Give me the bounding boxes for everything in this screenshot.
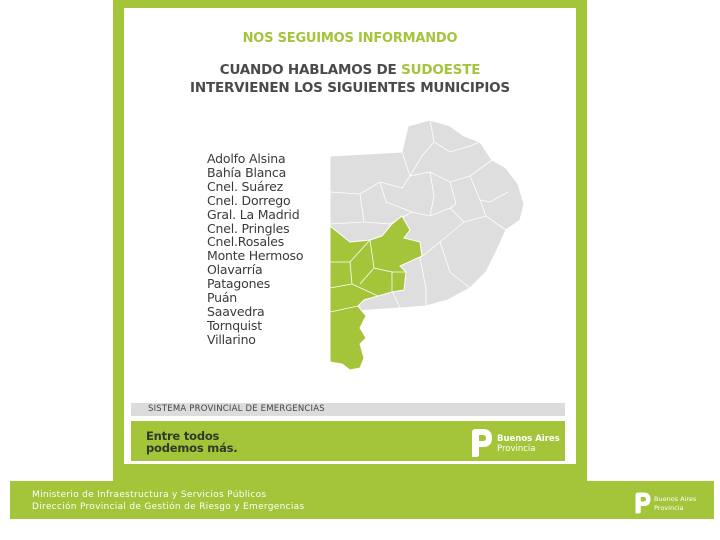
municipality-item: Olavarría <box>207 262 263 278</box>
municipality-item: Puán <box>207 290 238 306</box>
logo-line-1: Buenos Aires <box>497 434 560 444</box>
headline-line-2: INTERVIENEN LOS SIGUIENTES MUNICIPIOS <box>190 80 510 96</box>
footer-logo-line-1: Buenos Aires <box>654 495 697 503</box>
municipality-item: Bahía Blanca <box>207 164 287 180</box>
municipality-item: Tornquist <box>207 317 262 333</box>
municipality-item: Monte Hermoso <box>207 248 304 264</box>
municipality-item: Adolfo Alsina <box>207 151 286 166</box>
headline-prefix: CUANDO HABLAMOS DE <box>219 62 397 78</box>
municipality-item: Saavedra <box>207 303 265 319</box>
footer-logo-line-2: Provincia <box>654 504 684 512</box>
buenos-aires-logo-icon <box>470 428 494 458</box>
footer-direction: Dirección Provincial de Gestión de Riesgo y Emergencias <box>32 502 305 512</box>
system-band-label: SISTEMA PROVINCIAL DE EMERGENCIAS <box>148 404 325 414</box>
municipality-item: Cnel.Rosales <box>207 234 285 250</box>
headline-region: SUDOESTE <box>401 62 481 78</box>
footer-ministry: Ministerio de Infraestructura y Servicios Públicos <box>32 490 267 500</box>
headline-line-1 <box>124 62 576 78</box>
municipality-item: Cnel. Suárez <box>207 178 283 194</box>
municipality-item: Villarino <box>207 331 256 347</box>
municipality-item: Cnel. Pringles <box>207 220 290 236</box>
footer-bar <box>10 481 714 519</box>
municipality-item: Patagones <box>207 276 271 292</box>
poster-header: NOS SEGUIMOS INFORMANDO <box>242 31 458 46</box>
footer-buenos-aires-logo-icon <box>634 491 652 515</box>
slogan-line-2: podemos más. <box>146 441 238 455</box>
municipality-list <box>207 152 303 347</box>
logo-line-2: Provincia <box>497 444 536 454</box>
municipality-item: Cnel. Dorrego <box>207 192 291 208</box>
slogan-line-1: Entre todos <box>146 429 220 443</box>
municipality-item: Gral. La Madrid <box>207 206 300 222</box>
buenos-aires-province-map <box>330 112 526 374</box>
